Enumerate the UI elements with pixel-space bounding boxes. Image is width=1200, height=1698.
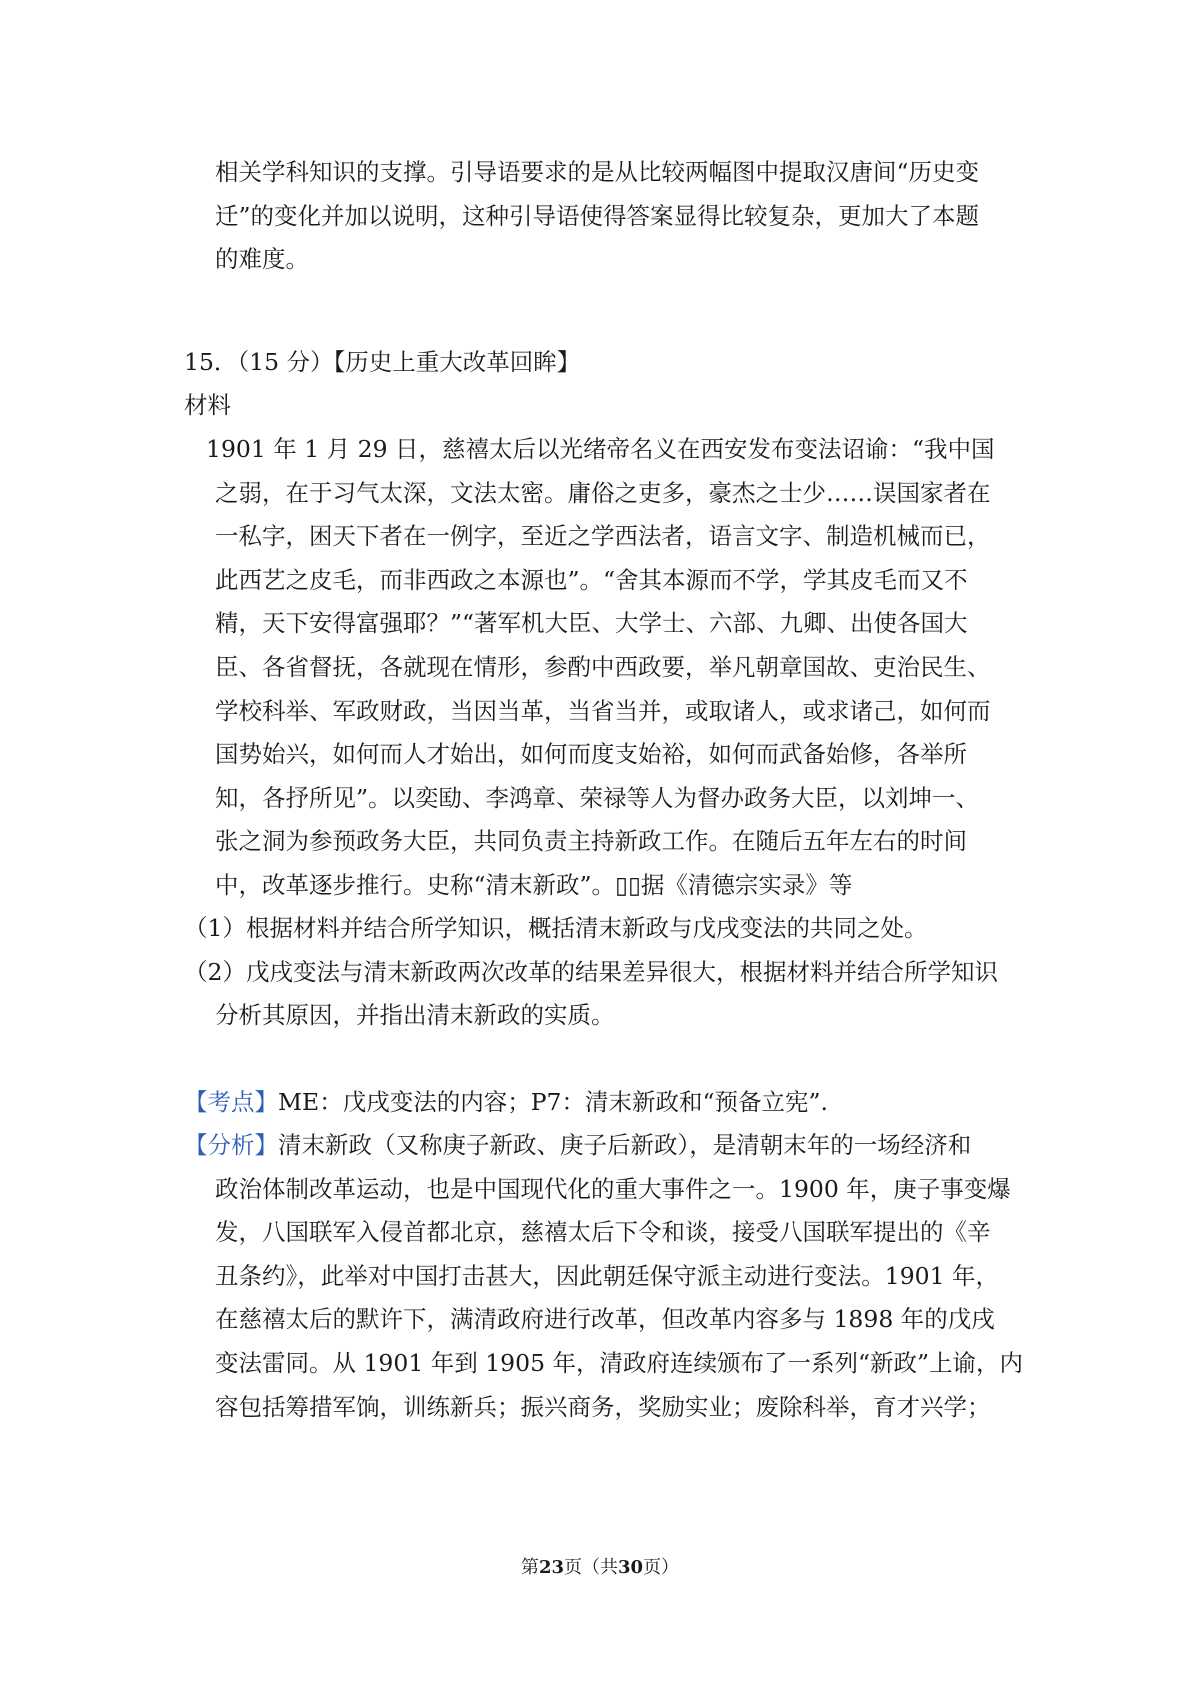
fenxi-line: 变法雷同。从 1901 年到 1905 年，清政府连续颁布了一系列“新政”上谕，内 [215, 1349, 1024, 1377]
kaodian-tag: 【考点】 [184, 1088, 278, 1116]
material-line: 之弱，在于习气太深，文法太密。庸俗之吏多，豪杰之士少……误国家者在 [215, 479, 991, 507]
fenxi-line: 政治体制改革运动，也是中国现代化的重大事件之一。1900 年，庚子事变爆 [215, 1175, 1011, 1203]
page-number: 23 [538, 1557, 564, 1578]
material-line: 臣、各省督抚，各就现在情形，参酌中西政要，举凡朝章国故、吏治民生、 [215, 653, 991, 681]
page-total: 30 [618, 1557, 644, 1578]
material-line: 知，各抒所见”。以奕劻、李鸿章、荣禄等人为督办政务大臣，以刘坤一、 [215, 784, 980, 812]
sub-question-1: （1）根据材料并结合所学知识，概括清末新政与戊戌变法的共同之处。 [184, 914, 928, 942]
sub-question-2-cont: 分析其原因，并指出清末新政的实质。 [215, 1001, 615, 1029]
fenxi-line: 在慈禧太后的默许下，满清政府进行改革，但改革内容多与 1898 年的戊戌 [215, 1305, 995, 1333]
fenxi-text: 清末新政（又称庚子新政、庚子后新政），是清朝末年的一场经济和 [278, 1131, 972, 1159]
footer-middle: 页（共 [564, 1557, 618, 1578]
fenxi-line: 丑条约》，此举对中国打击甚大，因此朝廷保守派主动进行变法。1901 年， [215, 1262, 1000, 1290]
material-line: 此西艺之皮毛，而非西政之本源也”。“舍其本源而不学，学其皮毛而又不 [215, 566, 968, 594]
fenxi-tag: 【分析】 [184, 1131, 278, 1159]
intro-line: 相关学科知识的支撑。引导语要求的是从比较两幅图中提取汉唐间“历史变 [215, 158, 980, 186]
material-line: 一私字，困天下者在一例字，至近之学西法者，语言文字、制造机械而已， [215, 522, 991, 550]
fenxi-line: 容包括筹措军饷，训练新兵；振兴商务，奖励实业；废除科举，育才兴学； [215, 1393, 991, 1421]
fenxi-line: 发，八国联军入侵首都北京，慈禧太后下令和谈，接受八国联军提出的《辛 [215, 1218, 991, 1246]
intro-line: 的难度。 [215, 245, 309, 273]
page-footer [0, 1555, 1200, 1581]
intro-line: 迁”的变化并加以说明，这种引导语使得答案显得比较复杂，更加大了本题 [215, 202, 980, 230]
material-line: 张之洞为参预政务大臣，共同负责主持新政工作。在随后五年左右的时间 [215, 827, 967, 855]
sub-question-2: （2）戊戌变法与清末新政两次改革的结果差异很大，根据材料并结合所学知识 [184, 958, 998, 986]
question-heading: 15．（15 分）【历史上重大改革回眸】 [184, 348, 581, 376]
footer-prefix: 第 [520, 1557, 539, 1578]
kaodian-text: ME：戊戌变法的内容；P7：清末新政和“预备立宪”. [278, 1088, 828, 1116]
kaodian-line [184, 1087, 828, 1117]
material-line: 国势始兴，如何而人才始出，如何而度支始裕，如何而武备始修，各举所 [215, 740, 967, 768]
material-line: 学校科举、军政财政，当因当革，当省当并，或取诸人，或求诸己，如何而 [215, 697, 991, 725]
footer-suffix: 页） [643, 1557, 680, 1578]
fenxi-line [184, 1130, 971, 1160]
material-line: 中，改革逐步推行。史称“清末新政”。▯▯据《清德宗实录》等 [215, 871, 853, 899]
material-label: 材料 [184, 391, 231, 419]
material-line: 精，天下安得富强耶？”“著军机大臣、大学士、六部、九卿、出使各国大 [215, 609, 968, 637]
material-line: 1901 年 1 月 29 日，慈禧太后以光绪帝名义在西安发布变法诏谕：“我中国 [206, 435, 995, 463]
